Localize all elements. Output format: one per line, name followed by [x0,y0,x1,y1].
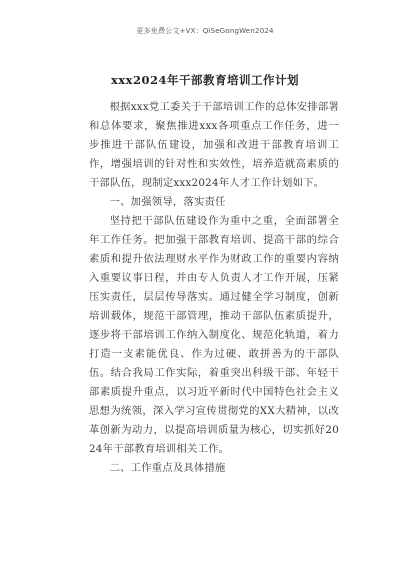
document-title: xxx2024年干部教育培训工作计划 [110,73,300,87]
section-1-heading: 一、加强领导，落实责任 [109,196,226,208]
intro-paragraph: 根据xxx党工委关于干部培训工作的总体安排部署和总体要求，聚焦推进xxx各项重点工作任务，进一步推进干部队伍建设，加强和改进干部教育培训工作，增强培训的针对性和实效性，培养造就高素质的干部队伍，现制定xxx2024年人才工作计划如下。 [89,101,339,189]
section-2-heading: 二、工作重点及具体措施 [109,462,226,474]
header-watermark: 更多免费公文+VX：QiSeGongWen2024 [136,27,274,35]
section-1-paragraph: 坚持把干部队伍建设作为重中之重，全面部署全年工作任务。把加强干部教育培训、提高干部的综合素质和提升依法理财水平作为财政工作的重要内容纳入重要议事日程，并由专人负责人才工作开展，压紧压实责任，层层传导落实。通过健全学习制度，创新培训载体，规范干部管理，推动干部队伍素质提升，逐步将干部培训工作纳入制度化、规范化轨道，着力打造一支素能优良、作为过硬、敢拼善为的干部队伍。结合我局工作实际，着重突出科级干部、年轻干部素质提升重点，以习近平新时代中国特色社会主义思想为统领，深入学习宣传贯彻党的XX大精神，以改革创新为动力，以提高培训质量为核心，切实抓好2024年干部教育培训相关工作。 [89,215,339,455]
document-body [89,98,339,478]
